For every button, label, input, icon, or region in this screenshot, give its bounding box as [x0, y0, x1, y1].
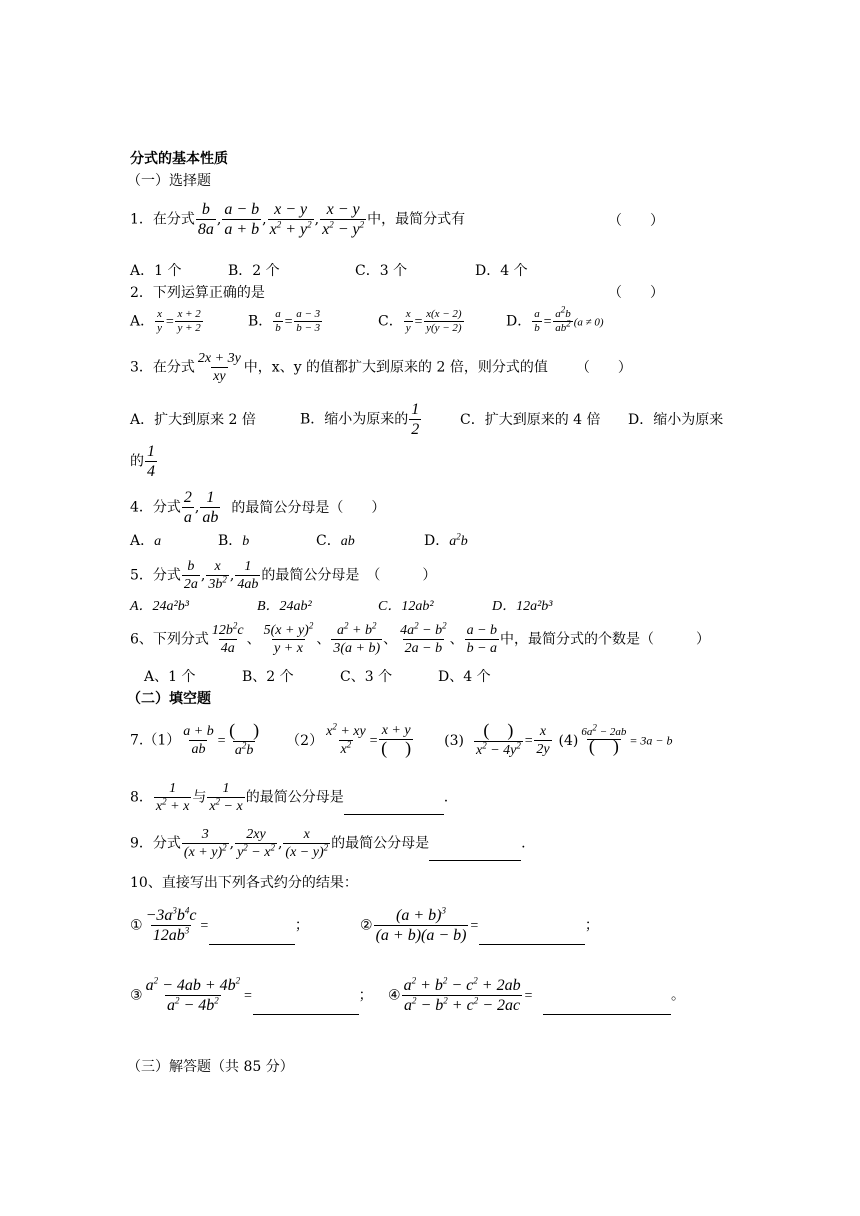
- q6-option-a: A、1 个: [144, 669, 196, 685]
- q3-option-d: D．缩小为原来: [628, 411, 724, 428]
- q5-option-a: A．24a²b³: [130, 599, 189, 614]
- section-answer: （三）解答题（共 85 分）: [127, 1059, 294, 1075]
- q10-3-answer-blank[interactable]: [253, 1000, 359, 1015]
- q1-options: [130, 262, 528, 280]
- q3-option-a: A．扩大到原来 2 倍: [130, 411, 256, 428]
- q4-option-b: B．b: [218, 533, 250, 549]
- question-9: 9．分式 $\frac{3}{(x + y)^2}$ , $\frac{2xy}{y^2 - x^2}$ , $\frac{x}{(x - y)^2}$ 的最简公分母是 .: [130, 827, 526, 860]
- q10-part-4: ④ $\frac{a^2 + b^2 - c^2 + 2ab}{a^2 - b^2 + c^2 - 2ac}$ = 。: [388, 975, 686, 1014]
- q1-option-b: B．2 个: [228, 263, 280, 279]
- q10-2-answer-blank[interactable]: [479, 930, 585, 945]
- question-6: 6、下列分式 $\frac{12b^2c}{4a}$ 、 $\frac{5(x + y)^2}{y + x}$ 、 $\frac{a^2 + b^2}{3(a + b)}$ 、 $\frac{4a^2 - b^2}{2a - b}$ 、 $\frac{a - b}{b - a}$ 中，最简分式的个数是（ ）: [130, 620, 711, 656]
- q1-frac-3: $\frac{x - y}{x^2 + y^2}$: [269, 201, 312, 238]
- q3-fraction: $\frac{2x + 3y}{xy}$: [197, 351, 241, 384]
- q2-answer-paren: （ ）: [608, 285, 664, 301]
- q3-options: [130, 400, 723, 439]
- q1-answer-paren: （ ）: [608, 213, 664, 229]
- question-7: 7.（1） $\frac{a + b}{ab}$ = $\frac{( )}{a^2b}$ （2） $\frac{x^2 + xy}{x^2}$ = $\frac{x + y}{( )}$ (3) $\frac{( )}{x^2 - 4y^2}$ = $\frac{x}{2y}$ (4) $\frac{6a^2 - 2ab}{( )}$ = 3a − b: [130, 720, 673, 758]
- q2-option-b: B． $\frac{a}{b}$ = $\frac{a - 3}{b - 3}$: [248, 308, 321, 334]
- q2-text: 2．下列运算正确的是: [130, 285, 265, 301]
- question-4: 4．分式 $\frac{2}{a}$ , $\frac{1}{ab}$ 的最简公分母是（ ）: [130, 489, 386, 526]
- q3-option-d-cont: 的 $\frac{1}{4}$: [130, 443, 155, 480]
- q10-part-3: ③ $\frac{a^2 - 4ab + 4b^2}{a^2 - 4b^2}$ = ；: [130, 975, 373, 1014]
- q5-option-d: D．12a²b³: [492, 599, 553, 614]
- section-fill-in: （二）填空题: [127, 691, 211, 707]
- q1-suffix: 中，最简分式有: [367, 211, 466, 228]
- page-title: 分式的基本性质: [130, 151, 228, 167]
- q1-option-d: D．4 个: [475, 263, 528, 279]
- q10-part-1: ① $\frac{-3a^3b^4c}{12ab^3}$ = ；: [130, 905, 309, 944]
- q6-option-c: C、3 个: [340, 669, 393, 685]
- q6-options: [144, 668, 491, 686]
- question-5: 5．分式 $\frac{b}{2a}$ , $\frac{x}{3b^2}$ , $\frac{1}{4ab}$ 的最简公分母是 （ ）: [130, 559, 437, 592]
- q10-4-answer-blank[interactable]: [543, 1000, 671, 1015]
- question-8: 8． $\frac{1}{x^2 + x}$ 与 $\frac{1}{x^2 - x}$ 的最简公分母是 .: [130, 781, 449, 814]
- q4-options: [130, 532, 468, 551]
- q5-option-b: B．24ab²: [257, 599, 312, 614]
- q5-option-c: C．12ab²: [378, 599, 434, 614]
- section-choice: （一）选择题: [127, 173, 211, 189]
- q1-frac-2: $\frac{a - b}{a + b}$: [224, 201, 260, 238]
- question-3: 3．在分式 $\frac{2x + 3y}{xy}$ 中，x、y 的值都扩大到原来的 2 倍，则分式的值 （ ）: [130, 351, 632, 384]
- q4-option-c: C．ab: [316, 533, 355, 549]
- q1-frac-4: $\frac{x - y}{x^2 - y^2}$: [322, 201, 365, 238]
- q9-answer-blank[interactable]: [429, 846, 521, 861]
- q3-option-b: B．缩小为原来的 $\frac{1}{2}$: [300, 401, 420, 438]
- q2-option-d: D． $\frac{a}{b}$ = $\frac{a^2b}{ab^2}$ (a ≠ 0): [506, 304, 604, 334]
- q4-option-a: A．a: [130, 533, 162, 549]
- q10-1-answer-blank[interactable]: [209, 930, 295, 945]
- q2-options: [130, 304, 604, 335]
- q1-option-c: C．3 个: [355, 263, 408, 279]
- q6-option-d: D、4 个: [438, 669, 491, 685]
- q4-option-d: D．$a^2b$: [424, 531, 468, 549]
- q1-option-a: A．1 个: [130, 263, 182, 279]
- q2-option-c: C． $\frac{x}{y}$ = $\frac{x(x - 2)}{y(y - 2)}$: [378, 308, 462, 334]
- question-1: 1．在分式 $\frac{b}{8a}$ , $\frac{a - b}{a + b}$ , $\frac{x - y}{x^2 + y^2}$ , $\frac{x - y}{x^2 - y^2}$ 中，最简分式有: [130, 201, 466, 238]
- q1-frac-1: $\frac{b}{8a}$: [197, 201, 214, 238]
- q2-option-a: A． $\frac{x}{y}$ = $\frac{x + 2}{y + 2}$: [130, 308, 201, 334]
- q8-answer-blank[interactable]: [344, 800, 444, 815]
- q5-options: [130, 598, 553, 616]
- q10-part-2: ② $\frac{(a + b)^3}{(a + b)(a - b)}$ = ；: [360, 905, 599, 944]
- q3-option-c: C．扩大到原来的 4 倍: [460, 411, 601, 428]
- q10-text: 10、直接写出下列各式约分的结果：: [130, 875, 358, 891]
- q1-prefix: 1．在分式: [130, 211, 195, 228]
- q6-option-b: B、2 个: [242, 669, 294, 685]
